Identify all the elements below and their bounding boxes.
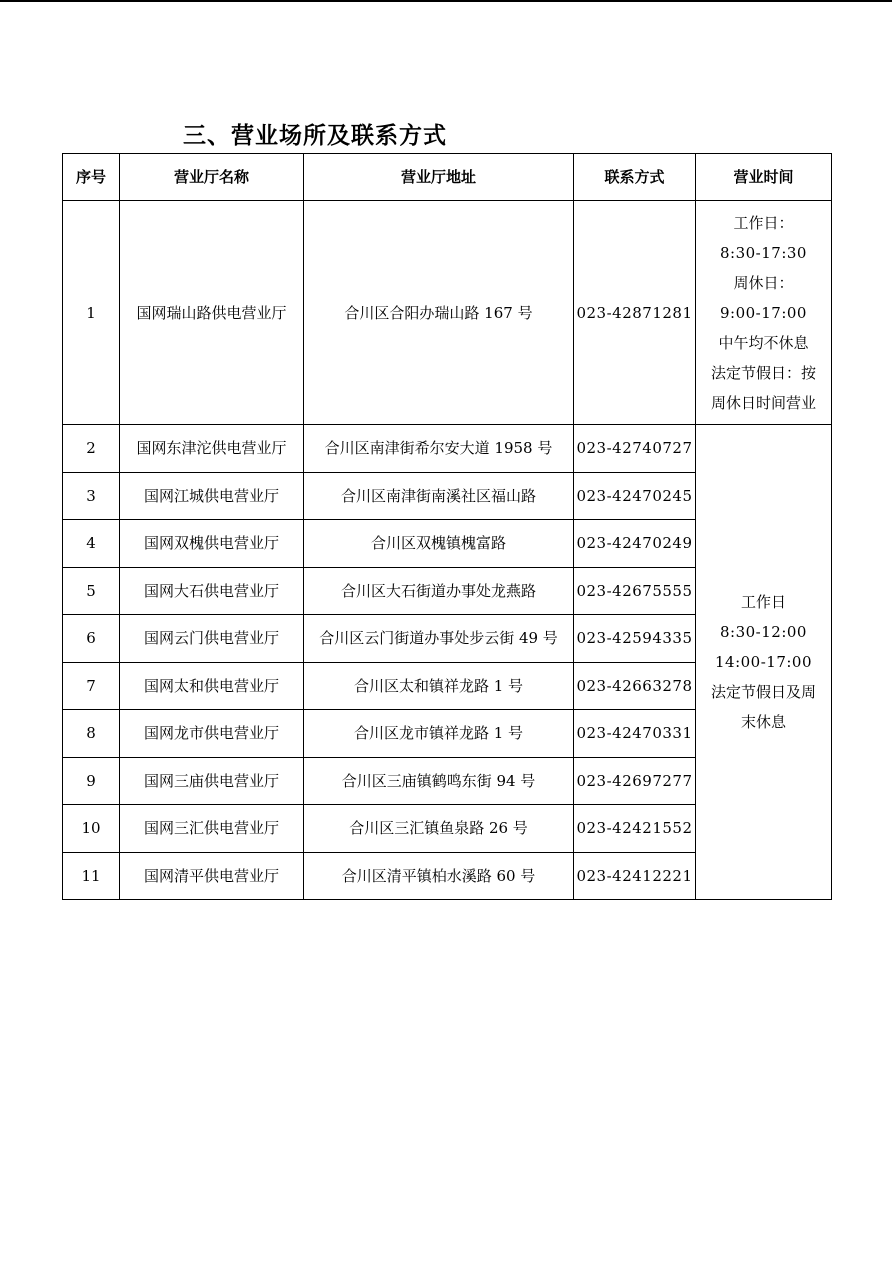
cell-index: 9 <box>63 757 120 805</box>
hours-line: 末休息 <box>740 713 786 731</box>
hours-line: 周休日时间营业 <box>710 393 816 412</box>
cell-contact: 023-42594335 <box>574 615 696 663</box>
cell-address: 合川区太和镇祥龙路 1 号 <box>304 662 574 710</box>
header-contact: 联系方式 <box>574 154 696 201</box>
hours-line: 法定节假日：按 <box>710 363 816 382</box>
cell-address: 合川区南津街南溪社区福山路 <box>304 472 574 520</box>
cell-name: 国网东津沱供电营业厅 <box>120 425 304 473</box>
hours-line: 8:30-17:30 <box>720 243 807 262</box>
cell-name: 国网大石供电营业厅 <box>120 567 304 615</box>
hours-line: 周休日： <box>733 273 794 292</box>
table-header-row <box>63 154 832 201</box>
hours-line: 8:30-12:00 <box>720 623 807 641</box>
cell-index: 10 <box>63 805 120 853</box>
cell-name: 国网三汇供电营业厅 <box>120 805 304 853</box>
cell-contact: 023-42470249 <box>574 520 696 568</box>
cell-hours-group-1 <box>696 201 832 425</box>
hours-line: 工作日 <box>740 593 786 611</box>
hours-line: 中午均不休息 <box>718 333 809 352</box>
cell-address: 合川区三汇镇鱼泉路 26 号 <box>304 805 574 853</box>
cell-index: 8 <box>63 710 120 758</box>
cell-address: 合川区大石街道办事处龙燕路 <box>304 567 574 615</box>
cell-name: 国网龙市供电营业厅 <box>120 710 304 758</box>
cell-contact: 023-42412221 <box>574 852 696 900</box>
cell-index: 2 <box>63 425 120 473</box>
cell-index: 4 <box>63 520 120 568</box>
cell-contact: 023-42470331 <box>574 710 696 758</box>
cell-index: 1 <box>63 201 120 425</box>
cell-name: 国网江城供电营业厅 <box>120 472 304 520</box>
cell-name: 国网太和供电营业厅 <box>120 662 304 710</box>
header-name: 营业厅名称 <box>120 154 304 201</box>
header-address: 营业厅地址 <box>304 154 574 201</box>
service-hall-table <box>62 153 832 900</box>
cell-index: 11 <box>63 852 120 900</box>
cell-index: 5 <box>63 567 120 615</box>
table-row <box>63 425 832 473</box>
cell-contact: 023-42675555 <box>574 567 696 615</box>
cell-contact: 023-42470245 <box>574 472 696 520</box>
cell-contact: 023-42697277 <box>574 757 696 805</box>
header-index: 序号 <box>63 154 120 201</box>
cell-address: 合川区三庙镇鹤鸣东街 94 号 <box>304 757 574 805</box>
section-title: 三、营业场所及联系方式 <box>183 123 447 149</box>
cell-name: 国网三庙供电营业厅 <box>120 757 304 805</box>
hours-line: 14:00-17:00 <box>714 653 813 671</box>
hours-line: 法定节假日及周 <box>710 683 816 701</box>
cell-name: 国网清平供电营业厅 <box>120 852 304 900</box>
cell-index: 6 <box>63 615 120 663</box>
cell-contact: 023-42421552 <box>574 805 696 853</box>
header-hours: 营业时间 <box>696 154 832 201</box>
cell-contact: 023-42871281 <box>574 201 696 425</box>
hours-line: 9:00-17:00 <box>720 303 807 322</box>
cell-index: 7 <box>63 662 120 710</box>
cell-address: 合川区云门街道办事处步云街 49 号 <box>304 615 574 663</box>
top-border-rule <box>0 0 892 2</box>
hours-line: 工作日： <box>733 213 794 232</box>
table-row <box>63 201 832 425</box>
cell-name: 国网瑞山路供电营业厅 <box>120 201 304 425</box>
cell-address: 合川区清平镇柏水溪路 60 号 <box>304 852 574 900</box>
cell-name: 国网云门供电营业厅 <box>120 615 304 663</box>
cell-name: 国网双槐供电营业厅 <box>120 520 304 568</box>
cell-contact: 023-42663278 <box>574 662 696 710</box>
cell-contact: 023-42740727 <box>574 425 696 473</box>
cell-address: 合川区合阳办瑞山路 167 号 <box>304 201 574 425</box>
cell-index: 3 <box>63 472 120 520</box>
cell-address: 合川区龙市镇祥龙路 1 号 <box>304 710 574 758</box>
cell-hours-group-2 <box>696 425 832 900</box>
cell-address: 合川区双槐镇槐富路 <box>304 520 574 568</box>
cell-address: 合川区南津街希尔安大道 1958 号 <box>304 425 574 473</box>
